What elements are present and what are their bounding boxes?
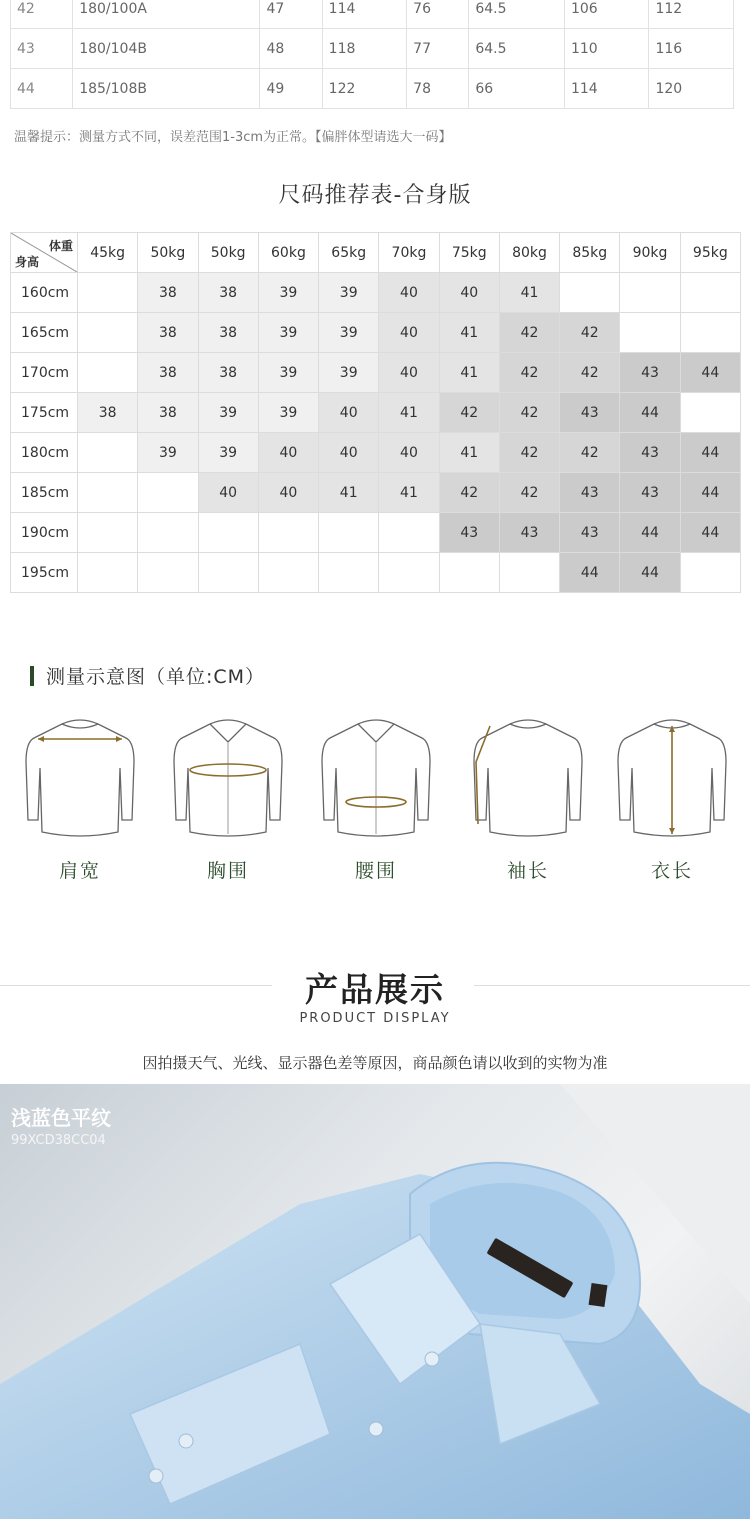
size-cell	[78, 513, 138, 553]
size-cell: 42	[499, 473, 559, 513]
shirt-waist-diagram	[316, 712, 436, 883]
size-table	[10, 0, 734, 109]
weight-header: 90kg	[620, 233, 680, 273]
size-cell: 44	[680, 433, 740, 473]
size-cell	[78, 353, 138, 393]
size-table-cell: 120	[649, 69, 734, 109]
size-cell: 39	[258, 313, 318, 353]
label-sleeve: 袖长	[506, 860, 549, 882]
shirt-back-icon	[470, 712, 586, 842]
size-cell	[620, 273, 680, 313]
size-cell: 38	[78, 393, 138, 433]
size-cell: 39	[198, 433, 258, 473]
size-cell: 44	[620, 553, 680, 593]
shirt-back-icon	[614, 712, 730, 842]
size-cell: 44	[680, 473, 740, 513]
size-table-cell: 49	[260, 69, 322, 109]
size-table-cell: 76	[407, 0, 469, 29]
measure-title	[30, 662, 265, 689]
size-cell: 38	[198, 273, 258, 313]
recommend-title: 尺码推荐表-合身版	[278, 183, 472, 208]
size-table-cell: 47	[260, 0, 322, 29]
color-disclaimer: 因拍摄天气、光线、显示器色差等原因，商品颜色请以收到的实物为准	[142, 1054, 608, 1072]
size-table-row	[11, 69, 734, 109]
size-cell	[138, 553, 198, 593]
size-table-cell: 114	[564, 69, 649, 109]
size-cell: 42	[499, 393, 559, 433]
size-cell	[78, 313, 138, 353]
size-cell: 38	[138, 313, 198, 353]
size-cell	[198, 513, 258, 553]
size-cell: 40	[258, 433, 318, 473]
recommend-row	[11, 433, 741, 473]
shirt-back-icon	[22, 712, 138, 842]
size-cell	[620, 313, 680, 353]
size-cell	[138, 473, 198, 513]
size-cell: 41	[499, 273, 559, 313]
table-corner	[11, 233, 78, 273]
size-cell: 42	[439, 393, 499, 433]
weight-header: 80kg	[499, 233, 559, 273]
size-cell: 39	[258, 393, 318, 433]
shirt-front-icon	[170, 712, 286, 842]
size-cell: 39	[319, 273, 379, 313]
size-cell: 44	[680, 353, 740, 393]
size-table-cell: 112	[649, 0, 734, 29]
size-cell: 43	[620, 353, 680, 393]
size-cell: 38	[198, 313, 258, 353]
size-cell: 40	[258, 473, 318, 513]
size-cell: 43	[560, 393, 620, 433]
size-cell: 43	[620, 433, 680, 473]
size-cell: 38	[138, 273, 198, 313]
color-name: 浅蓝色平纹	[11, 1106, 111, 1130]
size-table-cell: 48	[260, 29, 322, 69]
size-table-cell: 118	[322, 29, 407, 69]
size-table-cell: 180/104B	[73, 29, 260, 69]
size-cell	[379, 513, 439, 553]
title-accent-bar	[30, 666, 34, 686]
size-cell: 41	[379, 393, 439, 433]
corner-height-label: 身高	[15, 255, 40, 269]
size-table-row	[11, 29, 734, 69]
size-cell	[680, 393, 740, 433]
size-cell: 42	[560, 353, 620, 393]
recommend-row	[11, 273, 741, 313]
size-cell	[560, 273, 620, 313]
product-photo	[0, 1084, 750, 1519]
weight-header: 50kg	[138, 233, 198, 273]
size-cell	[78, 553, 138, 593]
weight-header: 50kg	[198, 233, 258, 273]
size-cell: 38	[138, 393, 198, 433]
weight-header: 85kg	[560, 233, 620, 273]
size-cell: 39	[198, 393, 258, 433]
size-table-cell: 106	[564, 0, 649, 29]
size-cell: 40	[319, 393, 379, 433]
height-label: 160cm	[11, 273, 78, 313]
height-label: 190cm	[11, 513, 78, 553]
size-cell: 40	[198, 473, 258, 513]
weight-header: 75kg	[439, 233, 499, 273]
size-cell: 42	[439, 473, 499, 513]
label-shoulder: 肩宽	[58, 860, 101, 882]
shirt-chest-diagram	[168, 712, 288, 883]
size-table-cell: 77	[407, 29, 469, 69]
size-table-cell: 116	[649, 29, 734, 69]
size-cell: 43	[439, 513, 499, 553]
size-cell: 41	[319, 473, 379, 513]
corner-weight-label: 体重	[48, 239, 73, 253]
size-cell	[680, 553, 740, 593]
size-table-cell: 114	[322, 0, 407, 29]
product-display-title: 产品展示	[305, 970, 445, 1009]
height-label: 175cm	[11, 393, 78, 433]
weight-header: 70kg	[379, 233, 439, 273]
size-cell: 40	[379, 433, 439, 473]
height-label: 165cm	[11, 313, 78, 353]
size-cell	[319, 513, 379, 553]
weight-header: 60kg	[258, 233, 318, 273]
size-cell: 44	[620, 393, 680, 433]
height-label: 180cm	[11, 433, 78, 473]
size-cell	[138, 513, 198, 553]
size-table-cell: 42	[11, 0, 73, 29]
size-cell: 42	[560, 433, 620, 473]
size-cell: 40	[319, 433, 379, 473]
size-table-cell: 180/100A	[73, 0, 260, 29]
shirt-sleeve-diagram	[468, 712, 588, 883]
measure-title-text: 测量示意图（单位:CM）	[46, 666, 266, 688]
size-cell: 42	[499, 433, 559, 473]
size-cell: 39	[319, 353, 379, 393]
size-table-cell: 64.5	[469, 0, 565, 29]
size-cell	[78, 433, 138, 473]
size-cell: 41	[439, 353, 499, 393]
size-table-cell: 64.5	[469, 29, 565, 69]
size-cell	[78, 273, 138, 313]
size-table-cell: 43	[11, 29, 73, 69]
size-cell: 38	[138, 353, 198, 393]
size-cell	[499, 553, 559, 593]
size-cell	[680, 313, 740, 353]
size-tip: 温馨提示：测量方式不同，误差范围1-3cm为正常。【偏胖体型请选大一码】	[14, 130, 452, 145]
recommend-row	[11, 553, 741, 593]
size-cell: 44	[560, 553, 620, 593]
label-length: 衣长	[650, 860, 693, 882]
label-waist: 腰围	[354, 860, 397, 882]
size-cell: 40	[379, 313, 439, 353]
size-cell: 42	[560, 313, 620, 353]
weight-header: 95kg	[680, 233, 740, 273]
size-cell: 41	[379, 473, 439, 513]
size-cell: 40	[439, 273, 499, 313]
size-cell: 44	[620, 513, 680, 553]
size-cell: 42	[499, 353, 559, 393]
size-cell: 40	[379, 353, 439, 393]
shirt-front-icon	[318, 712, 434, 842]
size-table-cell: 185/108B	[73, 69, 260, 109]
size-cell: 40	[379, 273, 439, 313]
size-cell: 42	[499, 313, 559, 353]
recommend-row	[11, 473, 741, 513]
size-cell: 38	[198, 353, 258, 393]
shirt-shoulder-diagram	[20, 712, 140, 883]
shirt-photo-illustration	[0, 1084, 750, 1519]
height-label: 195cm	[11, 553, 78, 593]
height-label: 170cm	[11, 353, 78, 393]
size-cell	[258, 553, 318, 593]
recommend-row	[11, 353, 741, 393]
size-cell: 43	[620, 473, 680, 513]
recommend-table	[10, 232, 741, 593]
shirt-length-diagram	[612, 712, 732, 883]
recommend-row	[11, 313, 741, 353]
size-cell	[78, 473, 138, 513]
size-cell	[258, 513, 318, 553]
size-cell: 43	[560, 473, 620, 513]
size-cell	[198, 553, 258, 593]
size-cell	[680, 273, 740, 313]
product-display-subtitle: PRODUCT DISPLAY	[299, 1011, 451, 1026]
product-code: 99XCD38CC04	[11, 1133, 106, 1148]
size-table-row	[11, 0, 734, 29]
size-cell: 44	[680, 513, 740, 553]
size-cell: 39	[138, 433, 198, 473]
size-table-cell: 122	[322, 69, 407, 109]
weight-header: 45kg	[78, 233, 138, 273]
size-cell: 39	[258, 273, 318, 313]
size-cell: 43	[560, 513, 620, 553]
size-cell: 41	[439, 433, 499, 473]
size-cell	[379, 553, 439, 593]
size-table-cell: 66	[469, 69, 565, 109]
size-cell	[319, 553, 379, 593]
size-table-cell: 78	[407, 69, 469, 109]
size-cell: 39	[258, 353, 318, 393]
size-cell	[439, 553, 499, 593]
size-cell: 41	[439, 313, 499, 353]
recommend-row	[11, 393, 741, 433]
size-cell: 39	[319, 313, 379, 353]
recommend-row	[11, 513, 741, 553]
size-cell: 43	[499, 513, 559, 553]
size-table-cell: 44	[11, 69, 73, 109]
weight-header: 65kg	[319, 233, 379, 273]
label-chest: 胸围	[206, 860, 249, 882]
size-table-cell: 110	[564, 29, 649, 69]
height-label: 185cm	[11, 473, 78, 513]
